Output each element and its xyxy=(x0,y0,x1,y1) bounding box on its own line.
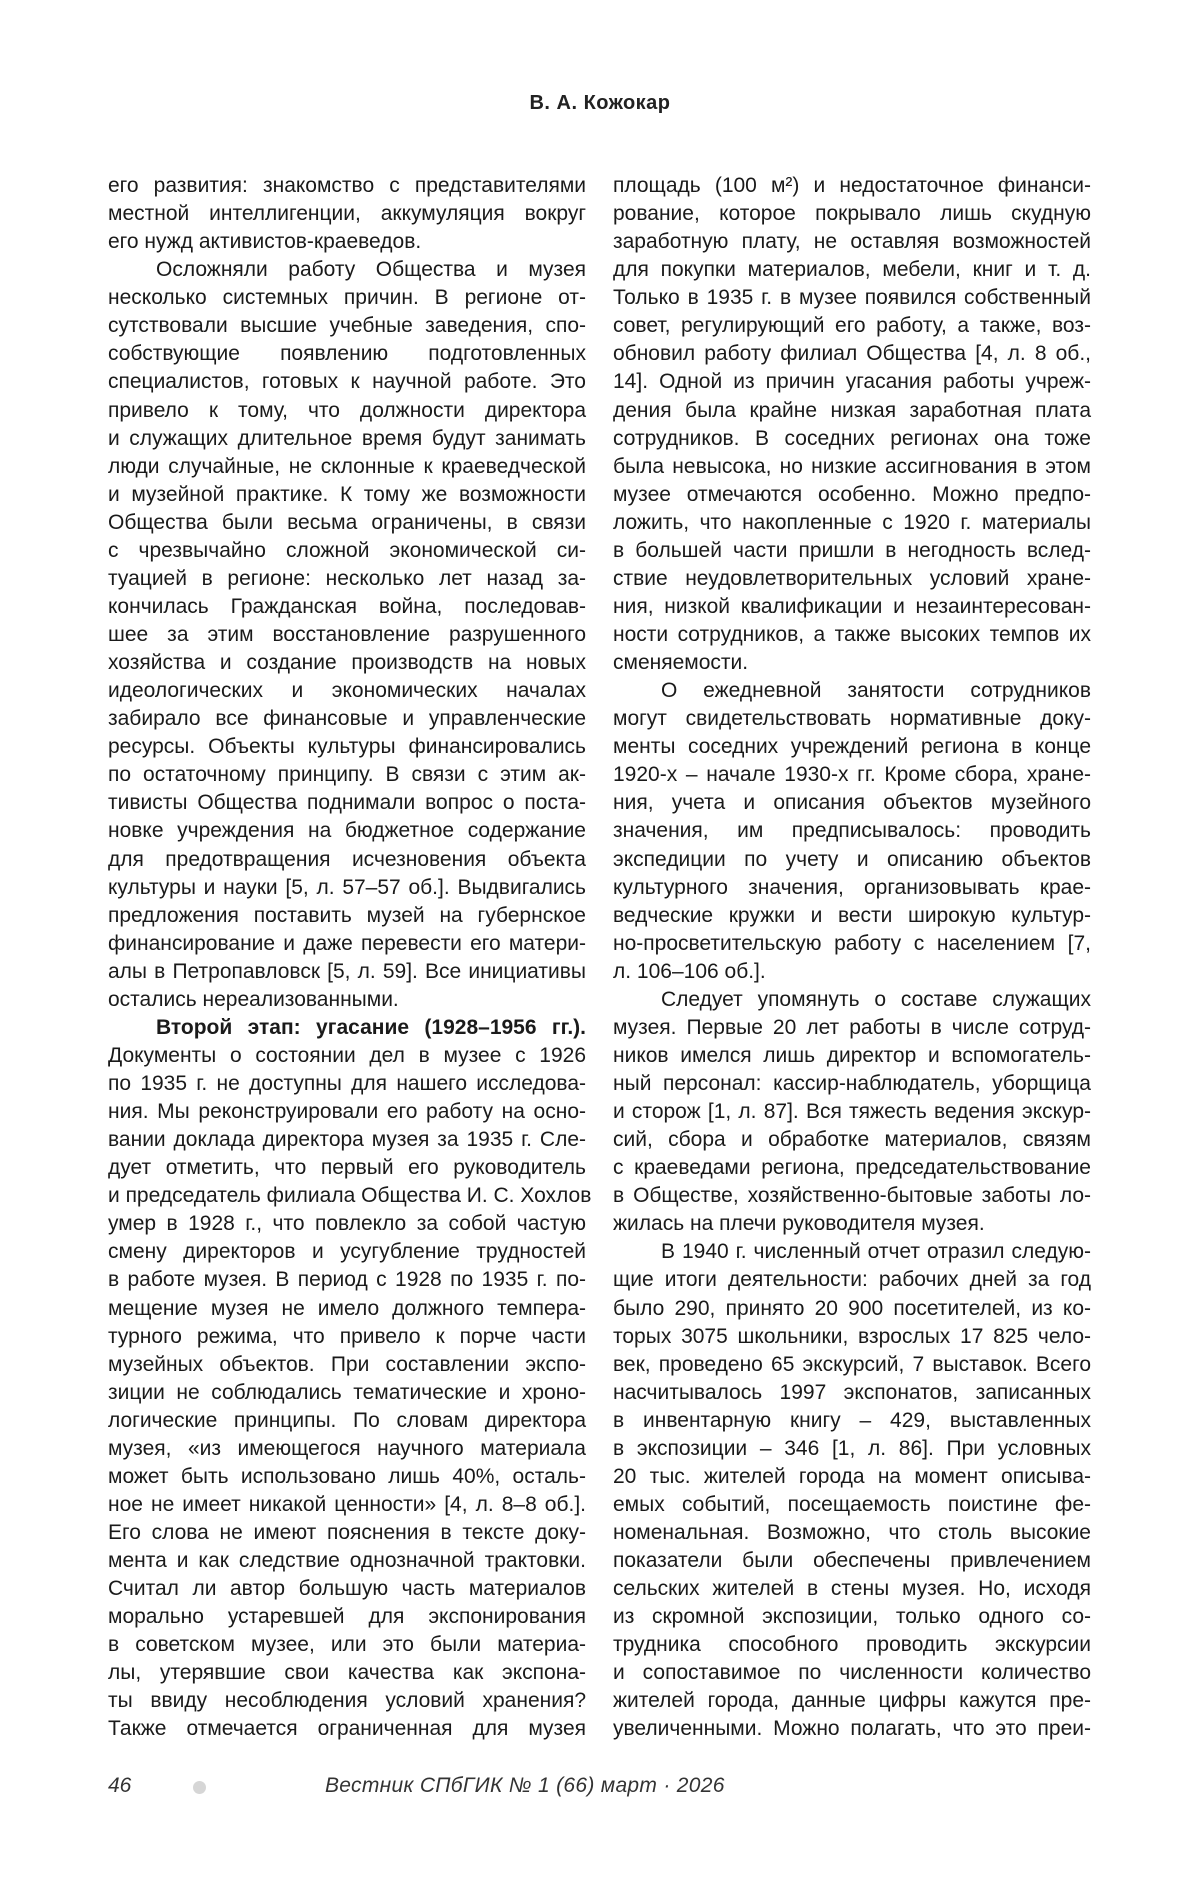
text-line: в экспозиции – 346 [1, л. 86]. При условных xyxy=(613,1436,1091,1460)
text-line: сутствовали высшие учебные заведения, спо- xyxy=(108,314,586,338)
text-line: по 1935 г. не доступны для нашего исследова- xyxy=(108,1072,586,1095)
text-line: совет, регулирующий его работу, а также, воз- xyxy=(613,314,1091,338)
text-line: Только в 1935 г. в музее появился собственный xyxy=(613,286,1091,310)
text-line: В 1940 г. численный отчет отразил следую- xyxy=(661,1240,1091,1264)
text-line: щие итоги деятельности: рабочих дней за год xyxy=(613,1268,1091,1292)
text-line: обновил работу филиал Общества [4, л. 8 об., xyxy=(613,342,1091,366)
text-line: и музейной практике. К тому же возможности xyxy=(108,482,586,506)
text-line: алы в Петропавловск [5, л. 59]. Все инициативы xyxy=(108,959,586,983)
text-line: ресурсы. Объекты культуры финансировались xyxy=(108,735,586,759)
paragraph xyxy=(613,172,1091,677)
text-line: экспедиции по учету и описанию объектов xyxy=(613,847,1091,871)
text-line: его нужд активистов-краеведов. xyxy=(108,230,422,254)
text-line: сельских жителей в стены музея. Но, исходя xyxy=(613,1577,1091,1601)
text-line: умер в 1928 г., что повлекло за собой частую xyxy=(108,1212,586,1236)
text-line: смену директоров и усугубление трудностей xyxy=(108,1240,586,1264)
text-line: музея. Первые 20 лет работы в числе сотруд- xyxy=(613,1015,1091,1039)
text-line: и служащих длительное время будут занимать xyxy=(108,426,586,450)
text-column-right xyxy=(613,172,1091,1744)
text-line: в работе музея. В период с 1928 по 1935 г. по- xyxy=(108,1268,586,1292)
text-line: собствующие появлению подготовленных xyxy=(108,342,586,366)
text-line: жителей города, данные цифры кажутся пре- xyxy=(613,1689,1091,1713)
text-line: по остаточному принципу. В связи с этим ак- xyxy=(108,763,586,787)
text-line: может быть использовано лишь 40%, осталь- xyxy=(108,1464,586,1488)
text-line: несколько системных причин. В регионе от- xyxy=(108,286,586,310)
text-line: и председатель филиала Общества И. С. Хохлов xyxy=(108,1184,592,1208)
text-line: емых событий, посещаемость поистине фе- xyxy=(613,1492,1091,1516)
text-line: значения, им предписывалось: проводить xyxy=(613,819,1091,843)
text-line: увеличенными. Можно полагать, что это преи- xyxy=(613,1717,1091,1741)
text-line: музее отмечаются особенно. Можно предпо- xyxy=(613,482,1091,506)
text-line: заработную плату, не оставляя возможностей xyxy=(613,230,1091,254)
text-line: площадь (100 м²) и недостаточное финанси- xyxy=(613,174,1091,197)
text-line: ное не имеет никакой ценности» [4, л. 8–8 об.]. xyxy=(108,1492,586,1516)
page-footer xyxy=(0,1774,1200,1804)
text-line: с чрезвычайно сложной экономической си- xyxy=(108,538,586,562)
journal-title: Вестник СПбГИК № 1 (66) март · 2026 xyxy=(325,1774,725,1797)
text-line: Документы о состоянии дел в музее с 1926 xyxy=(108,1043,586,1067)
text-line: зиции не соблюдались тематические и хроно- xyxy=(108,1380,586,1404)
text-line: в советском музее, или это были материа- xyxy=(108,1633,586,1657)
text-line: ложить, что накопленные с 1920 г. материалы xyxy=(613,510,1091,534)
text-line: сотрудников. В соседних регионах она тоже xyxy=(613,426,1091,450)
text-line: Его слова не имеют пояснения в тексте доку- xyxy=(108,1521,586,1544)
text-line: кончилась Гражданская война, последовав- xyxy=(108,594,586,618)
text-line: идеологических и экономических началах xyxy=(108,679,586,703)
text-line: дует отметить, что первый его руководитель xyxy=(108,1156,586,1180)
text-line: культуры и науки [5, л. 57–57 об.]. Выдвигались xyxy=(108,875,586,899)
page-number: 46 xyxy=(108,1774,132,1797)
text-line: культурного значения, организовывать крае- xyxy=(613,875,1091,899)
text-line: Считал ли автор большую часть материалов xyxy=(108,1577,586,1601)
text-line: музея, «из имеющегося научного материала xyxy=(108,1436,586,1460)
paragraph xyxy=(613,677,1091,986)
text-line: музейных объектов. При составлении экспо- xyxy=(108,1352,586,1376)
text-line: для покупки материалов, мебели, книг и т. д. xyxy=(613,258,1091,282)
text-line: 20 тыс. жителей города на момент описыва- xyxy=(613,1464,1091,1488)
text-line: забирало все финансовые и управленческие xyxy=(108,707,586,731)
text-line: вании доклада директора музея за 1935 г. Сле- xyxy=(108,1128,586,1152)
text-line: Осложняли работу Общества и музея xyxy=(156,258,586,282)
text-column-left xyxy=(108,172,592,1744)
text-line: мента и как следствие однозначной трактовки. xyxy=(108,1549,586,1573)
text-line: для предотвращения исчезновения объекта xyxy=(108,847,586,871)
text-line: Общества были весьма ограничены, в связи xyxy=(108,510,586,534)
text-line: ников имелся лишь директор и вспомогатель- xyxy=(613,1043,1091,1067)
text-line: век, проведено 65 экскурсий, 7 выставок. Всего xyxy=(613,1352,1091,1376)
text-line: 1920-х – начале 1930-х гг. Кроме сбора, хране- xyxy=(613,763,1091,787)
text-line: Также отмечается ограниченная для музея xyxy=(108,1717,586,1741)
paragraph xyxy=(108,256,586,1014)
section-heading-inline: Второй этап: угасание (1928–1956 гг.). xyxy=(156,1015,586,1039)
text-line: морально устаревшей для экспонирования xyxy=(108,1605,586,1629)
text-line: ствие неудовлетворительных условий хране- xyxy=(613,566,1091,590)
text-line: но-просветительскую работу с населением [7, xyxy=(613,931,1091,955)
text-line: шее за этим восстановление разрушенного xyxy=(108,623,586,646)
text-line: ведческие кружки и вести широкую культур- xyxy=(613,903,1091,927)
text-line: специалистов, готовых к научной работе. Это xyxy=(108,370,586,394)
footer-dot-ornament xyxy=(193,1781,206,1794)
text-line: дения была крайне низкая заработная плата xyxy=(613,398,1091,422)
text-line: и сторож [1, л. 87]. Вся тяжесть ведения экскур- xyxy=(613,1100,1091,1124)
paragraph xyxy=(613,1238,1091,1743)
paragraph xyxy=(108,172,586,256)
text-line: Следует упомянуть о составе служащих xyxy=(661,987,1091,1011)
text-line: О ежедневной занятости сотрудников xyxy=(661,679,1091,703)
text-line: в большей части пришли в негодность вслед- xyxy=(613,538,1091,562)
text-line: предложения поставить музей на губернское xyxy=(108,903,586,927)
text-line: ный персонал: кассир-наблюдатель, уборщица xyxy=(613,1072,1091,1095)
text-line: остались нереализованными. xyxy=(108,987,399,1011)
text-line: ния, низкой квалификации и незаинтересован- xyxy=(613,594,1091,618)
text-line: финансирование и даже перевести его матери- xyxy=(108,931,586,955)
text-line: 14]. Одной из причин угасания работы учреж- xyxy=(613,370,1091,394)
text-line: в Обществе, хозяйственно-бытовые заботы ло- xyxy=(613,1184,1091,1208)
text-line: с краеведами региона, председательствование xyxy=(613,1156,1091,1180)
text-line: ты ввиду несоблюдения условий хранения? xyxy=(108,1689,586,1713)
text-line: менты соседних учреждений региона в конце xyxy=(613,735,1091,759)
text-line: и сопоставимое по численности количество xyxy=(613,1661,1091,1685)
text-line: была невысока, но низкие ассигнования в этом xyxy=(613,454,1091,478)
text-line: тивисты Общества поднимали вопрос о поста- xyxy=(108,791,586,815)
text-line: мещение музея не имело должного темпера- xyxy=(108,1296,586,1320)
text-line: логические принципы. По словам директора xyxy=(108,1408,586,1432)
text-line: люди случайные, не склонные к краеведческой xyxy=(108,454,586,478)
text-line: показатели были обеспечены привлечением xyxy=(613,1549,1091,1573)
text-line: новке учреждения на бюджетное содержание xyxy=(108,819,586,843)
text-line: турного режима, что привело к порче части xyxy=(108,1324,586,1348)
text-line: сменяемости. xyxy=(613,651,749,675)
text-line: привело к тому, что должности директора xyxy=(108,398,586,422)
text-line: хозяйства и создание производств на новых xyxy=(108,651,586,675)
text-line: л. 106–106 об.]. xyxy=(613,959,766,983)
text-line: ния, учета и описания объектов музейного xyxy=(613,791,1091,815)
text-line: ния. Мы реконструировали его работу на осно- xyxy=(108,1100,586,1124)
text-line: трудника способного проводить экскурсии xyxy=(613,1633,1091,1657)
text-line: сий, сбора и обработке материалов, связям xyxy=(613,1128,1091,1152)
paragraph-lead-line xyxy=(108,1014,586,1042)
text-line: насчитывалось 1997 экспонатов, записанных xyxy=(613,1380,1091,1404)
text-line: торых 3075 школьники, взрослых 17 825 чело- xyxy=(613,1324,1091,1348)
text-line: туацией в регионе: несколько лет назад за- xyxy=(108,566,586,590)
text-line: жилась на плечи руководителя музея. xyxy=(613,1212,985,1236)
text-line: ности сотрудников, а также высоких темпов их xyxy=(613,623,1091,646)
text-line: из скромной экспозиции, только одного со- xyxy=(613,1605,1091,1629)
text-line: могут свидетельствовать нормативные доку- xyxy=(613,707,1091,731)
text-line: его развития: знакомство с представителями xyxy=(108,174,586,197)
text-line: номенальная. Возможно, что столь высокие xyxy=(613,1521,1091,1544)
text-line: лы, утерявшие свои качества как экспона- xyxy=(108,1661,586,1685)
text-line: местной интеллигенции, аккумуляция вокруг xyxy=(108,202,586,226)
running-header-author: В. А. Кожокар xyxy=(529,92,671,114)
text-line: было 290, принято 20 900 посетителей, из ко- xyxy=(613,1296,1091,1320)
paragraph xyxy=(108,1014,592,1744)
text-line: рование, которое покрывало лишь скудную xyxy=(613,202,1091,226)
paragraph xyxy=(613,986,1091,1239)
text-line: в инвентарную книгу – 429, выставленных xyxy=(613,1408,1091,1432)
